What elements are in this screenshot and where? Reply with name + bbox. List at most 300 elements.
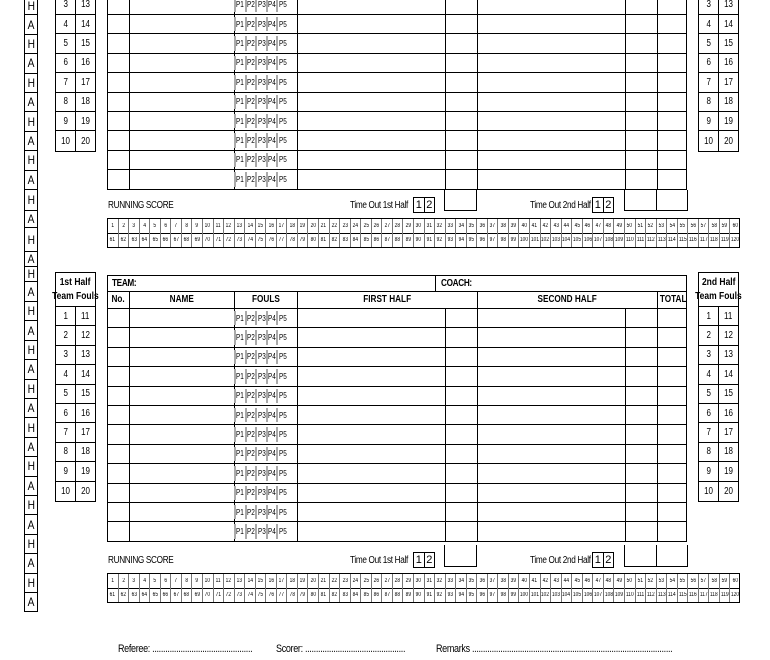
total-points-field[interactable] — [657, 445, 688, 464]
foul-marker-p2[interactable]: P2 — [245, 133, 256, 147]
running-score-cell[interactable]: 97 — [487, 233, 498, 247]
player-name-field[interactable] — [129, 34, 234, 53]
running-score-cell[interactable]: 1 — [110, 578, 114, 584]
running-score-cell[interactable]: 48 — [603, 574, 614, 588]
running-score-cell[interactable]: 79 — [297, 588, 308, 602]
player-name-field[interactable] — [129, 367, 234, 386]
running-score-cell[interactable]: 108 — [603, 588, 614, 602]
player-name-field[interactable] — [129, 151, 234, 170]
player-name-field[interactable] — [129, 54, 234, 73]
running-score-cell[interactable]: 32 — [434, 219, 445, 233]
first-half-points-field[interactable] — [297, 445, 445, 464]
running-score-cell[interactable]: 37 — [487, 219, 498, 233]
total-points-field[interactable] — [657, 112, 688, 131]
home-away-cell[interactable] — [24, 535, 38, 554]
total-points-field[interactable] — [657, 73, 688, 92]
running-score-cell[interactable]: 116 — [687, 233, 698, 247]
team-foul-cell[interactable]: 10 — [699, 131, 719, 150]
running-score-cell[interactable]: 103 — [550, 588, 561, 602]
team-foul-cell[interactable]: 19 — [724, 115, 733, 127]
running-score-cell[interactable]: 86 — [371, 588, 382, 602]
running-score-cell[interactable]: 61 — [109, 237, 115, 243]
running-score-cell[interactable]: 94 — [455, 233, 466, 247]
home-away-cell[interactable] — [24, 554, 38, 573]
foul-marker-p4[interactable]: P4 — [266, 427, 277, 441]
foul-marker-p3[interactable]: P3 — [255, 114, 266, 128]
running-score-cell[interactable]: 23 — [339, 219, 350, 233]
running-score-cell[interactable]: 96 — [476, 588, 487, 602]
player-name-field[interactable] — [129, 387, 234, 406]
running-score-cell[interactable]: 24 — [350, 574, 361, 588]
second-half-points-field[interactable] — [477, 367, 625, 386]
running-score-cell[interactable]: 65 — [149, 588, 160, 602]
team-foul-cell[interactable]: 5 — [699, 385, 719, 403]
second-half-points-field[interactable] — [477, 406, 625, 425]
foul-marker-p1[interactable]: P1 — [234, 114, 245, 128]
foul-marker-p3[interactable]: P3 — [255, 466, 266, 480]
running-score-cell[interactable]: 73 — [234, 588, 245, 602]
player-number-field[interactable] — [108, 387, 129, 406]
first-half-points-field[interactable] — [297, 34, 445, 53]
running-score-cell[interactable]: 110 — [624, 588, 635, 602]
running-score-cell[interactable]: 42 — [540, 219, 551, 233]
running-score-cell[interactable]: 110 — [624, 233, 635, 247]
second-half-team-total[interactable] — [624, 190, 657, 211]
team-foul-cell[interactable]: 8 — [56, 443, 76, 461]
player-name-field[interactable] — [129, 170, 234, 189]
running-score-cell[interactable]: 115 — [677, 588, 688, 602]
foul-marker-p5[interactable]: P5 — [276, 36, 287, 50]
running-score-cell[interactable]: 68 — [181, 588, 192, 602]
team-foul-cell[interactable]: 13 — [81, 0, 90, 11]
total-points-field[interactable] — [657, 93, 688, 112]
foul-marker-p1[interactable]: P1 — [234, 153, 245, 167]
first-half-points-field[interactable] — [297, 170, 445, 189]
running-score-cell[interactable]: 102 — [540, 588, 551, 602]
running-score-cell[interactable]: 116 — [687, 588, 698, 602]
foul-marker-p5[interactable]: P5 — [276, 172, 287, 186]
team-foul-cell[interactable]: 9 — [699, 462, 719, 480]
foul-marker-p1[interactable]: P1 — [234, 17, 245, 31]
running-score-cell[interactable]: 81 — [318, 233, 329, 247]
running-score-cell[interactable]: 22 — [329, 219, 340, 233]
foul-marker-p3[interactable]: P3 — [255, 427, 266, 441]
home-away-cell[interactable] — [24, 151, 38, 170]
total-points-field[interactable] — [657, 406, 688, 425]
running-score-cell[interactable]: 30 — [413, 574, 424, 588]
home-away-cell[interactable] — [24, 74, 38, 93]
total-points-field[interactable] — [657, 425, 688, 444]
running-score-cell[interactable]: 47 — [592, 219, 603, 233]
total-points-field[interactable] — [657, 522, 688, 541]
running-score-cell[interactable]: 72 — [223, 588, 234, 602]
running-score-cell[interactable]: 45 — [571, 219, 582, 233]
team-foul-cell[interactable]: 7 — [56, 423, 76, 441]
running-score-cell[interactable]: 33 — [445, 574, 456, 588]
foul-marker-p4[interactable]: P4 — [266, 389, 277, 403]
running-score-cell[interactable]: 107 — [592, 233, 603, 247]
running-score-cell[interactable]: 120 — [729, 588, 740, 602]
running-score-cell[interactable]: 114 — [666, 233, 677, 247]
running-score-cell[interactable]: 98 — [497, 588, 508, 602]
team-foul-cell[interactable]: 6 — [699, 404, 719, 422]
second-half-points-field[interactable] — [477, 34, 625, 53]
foul-marker-p4[interactable]: P4 — [266, 133, 277, 147]
foul-marker-p1[interactable]: P1 — [234, 389, 245, 403]
running-score-cell[interactable]: 35 — [466, 574, 477, 588]
foul-marker-p2[interactable]: P2 — [245, 427, 256, 441]
running-score-cell[interactable]: 29 — [402, 574, 413, 588]
foul-marker-p2[interactable]: P2 — [245, 524, 256, 538]
running-score-cell[interactable]: 10 — [202, 574, 213, 588]
foul-marker-p2[interactable]: P2 — [245, 153, 256, 167]
running-score-cell[interactable]: 57 — [698, 574, 709, 588]
home-away-cell[interactable] — [24, 477, 38, 496]
timeout-box[interactable]: 2 — [605, 199, 612, 211]
second-half-points-field[interactable] — [477, 464, 625, 483]
running-score-cell[interactable]: 39 — [508, 574, 519, 588]
foul-marker-p3[interactable]: P3 — [255, 505, 266, 519]
foul-marker-p4[interactable]: P4 — [266, 408, 277, 422]
foul-marker-p3[interactable]: P3 — [255, 172, 266, 186]
team-foul-cell[interactable]: 7 — [56, 73, 76, 91]
first-half-points-field[interactable] — [297, 93, 445, 112]
running-score-cell[interactable]: 31 — [424, 574, 435, 588]
home-away-cell[interactable] — [24, 438, 38, 457]
player-number-field[interactable] — [108, 15, 129, 34]
first-half-points-field[interactable] — [297, 151, 445, 170]
running-score-cell[interactable]: 50 — [624, 574, 635, 588]
running-score-cell[interactable]: 12 — [223, 574, 234, 588]
running-score-cell[interactable]: 60 — [729, 574, 740, 588]
running-score-cell[interactable]: 56 — [687, 574, 698, 588]
first-half-team-total[interactable] — [444, 190, 477, 211]
home-away-cell[interactable] — [24, 171, 38, 190]
running-score-cell[interactable]: 48 — [603, 219, 614, 233]
running-score-cell[interactable]: 11 — [213, 574, 224, 588]
running-score-cell[interactable]: 13 — [234, 219, 245, 233]
running-score-cell[interactable]: 60 — [729, 219, 740, 233]
player-number-field[interactable] — [108, 367, 129, 386]
running-score-cell[interactable]: 95 — [466, 233, 477, 247]
running-score-cell[interactable]: 42 — [540, 574, 551, 588]
foul-marker-p1[interactable]: P1 — [234, 408, 245, 422]
total-points-field[interactable] — [657, 387, 688, 406]
player-number-field[interactable] — [108, 484, 129, 503]
foul-marker-p4[interactable]: P4 — [266, 311, 277, 325]
player-name-field[interactable] — [129, 112, 234, 131]
foul-marker-p5[interactable]: P5 — [276, 114, 287, 128]
foul-marker-p2[interactable]: P2 — [245, 75, 256, 89]
team-foul-cell[interactable]: 14 — [724, 18, 733, 30]
running-score-cell[interactable]: 63 — [128, 588, 139, 602]
foul-marker-p3[interactable]: P3 — [255, 486, 266, 500]
timeout-box[interactable]: 2 — [605, 554, 612, 566]
player-number-field[interactable] — [108, 309, 129, 328]
foul-marker-p3[interactable]: P3 — [255, 369, 266, 383]
home-away-cell[interactable] — [24, 112, 38, 131]
running-score-cell[interactable]: 109 — [613, 233, 624, 247]
team-foul-cell[interactable]: 11 — [724, 310, 733, 322]
foul-marker-p5[interactable]: P5 — [276, 0, 287, 12]
total-points-field[interactable] — [657, 34, 688, 53]
team-foul-cell[interactable]: 16 — [724, 57, 733, 69]
running-score-cell[interactable]: 66 — [160, 588, 171, 602]
second-half-points-field[interactable] — [477, 93, 625, 112]
running-score-cell[interactable]: 18 — [286, 574, 297, 588]
running-score-cell[interactable]: 44 — [561, 574, 572, 588]
running-score-cell[interactable]: 59 — [719, 219, 730, 233]
running-score-cell[interactable]: 62 — [118, 233, 129, 247]
first-half-points-field[interactable] — [297, 112, 445, 131]
player-number-field[interactable] — [108, 34, 129, 53]
first-half-points-field[interactable] — [297, 367, 445, 386]
running-score-cell[interactable]: 89 — [402, 233, 413, 247]
running-score-cell[interactable]: 115 — [677, 233, 688, 247]
foul-marker-p5[interactable]: P5 — [276, 505, 287, 519]
running-score-cell[interactable]: 21 — [318, 574, 329, 588]
total-points-field[interactable] — [657, 328, 688, 347]
second-half-points-field[interactable] — [477, 73, 625, 92]
running-score-cell[interactable]: 14 — [244, 574, 255, 588]
running-score-cell[interactable]: 120 — [729, 233, 740, 247]
running-score-cell[interactable]: 53 — [656, 574, 667, 588]
team-foul-cell[interactable]: 5 — [56, 34, 76, 52]
foul-marker-p4[interactable]: P4 — [266, 486, 277, 500]
running-score-cell[interactable]: 117 — [698, 233, 709, 247]
running-score-cell[interactable]: 52 — [645, 219, 656, 233]
team-foul-cell[interactable]: 14 — [81, 368, 90, 380]
running-score-cell[interactable]: 39 — [508, 219, 519, 233]
home-away-cell[interactable] — [24, 321, 38, 340]
total-points-field[interactable] — [657, 503, 688, 522]
running-score-cell[interactable]: 88 — [392, 588, 403, 602]
running-score-cell[interactable]: 86 — [371, 233, 382, 247]
first-half-points-field[interactable] — [297, 464, 445, 483]
first-half-points-field[interactable] — [297, 348, 445, 367]
running-score-cell[interactable]: 40 — [518, 574, 529, 588]
team-foul-cell[interactable]: 13 — [81, 349, 90, 361]
foul-marker-p4[interactable]: P4 — [266, 369, 277, 383]
foul-marker-p2[interactable]: P2 — [245, 114, 256, 128]
foul-marker-p5[interactable]: P5 — [276, 153, 287, 167]
final-total-box[interactable] — [656, 545, 688, 567]
team-foul-cell[interactable]: 18 — [81, 446, 90, 458]
first-half-points-field[interactable] — [297, 522, 445, 541]
foul-marker-p1[interactable]: P1 — [234, 369, 245, 383]
foul-marker-p5[interactable]: P5 — [276, 95, 287, 109]
running-score-cell[interactable]: 56 — [687, 219, 698, 233]
foul-marker-p4[interactable]: P4 — [266, 75, 277, 89]
running-score-cell[interactable]: 8 — [181, 574, 192, 588]
running-score-cell[interactable]: 6 — [160, 574, 171, 588]
team-foul-cell[interactable]: 1 — [699, 307, 719, 325]
running-score-cell[interactable]: 92 — [434, 588, 445, 602]
running-score-cell[interactable]: 66 — [160, 233, 171, 247]
player-name-field[interactable] — [129, 93, 234, 112]
running-score-cell[interactable]: 85 — [360, 588, 371, 602]
home-away-cell[interactable] — [24, 228, 38, 252]
foul-marker-p1[interactable]: P1 — [234, 95, 245, 109]
total-points-field[interactable] — [657, 170, 688, 189]
running-score-cell[interactable]: 57 — [698, 219, 709, 233]
foul-marker-p3[interactable]: P3 — [255, 408, 266, 422]
running-score-cell[interactable]: 93 — [445, 588, 456, 602]
running-score-cell[interactable]: 49 — [613, 574, 624, 588]
running-score-cell[interactable]: 90 — [413, 233, 424, 247]
first-half-team-total[interactable] — [444, 545, 477, 567]
running-score-cell[interactable]: 9 — [191, 219, 202, 233]
home-away-cell[interactable] — [24, 574, 38, 593]
total-points-field[interactable] — [657, 348, 688, 367]
second-half-points-field[interactable] — [477, 151, 625, 170]
player-name-field[interactable] — [129, 464, 234, 483]
running-score-cell[interactable]: 99 — [508, 588, 519, 602]
running-score-cell[interactable]: 15 — [255, 574, 266, 588]
running-score-cell[interactable]: 117 — [698, 588, 709, 602]
foul-marker-p3[interactable]: P3 — [255, 36, 266, 50]
team-foul-cell[interactable]: 8 — [699, 443, 719, 461]
foul-marker-p2[interactable]: P2 — [245, 505, 256, 519]
foul-marker-p2[interactable]: P2 — [245, 311, 256, 325]
player-number-field[interactable] — [108, 425, 129, 444]
foul-marker-p4[interactable]: P4 — [266, 56, 277, 70]
running-score-cell[interactable]: 1 — [110, 223, 114, 229]
running-score-cell[interactable]: 67 — [170, 233, 181, 247]
running-score-cell[interactable]: 12 — [223, 219, 234, 233]
team-foul-cell[interactable]: 20 — [81, 485, 90, 497]
running-score-cell[interactable]: 111 — [635, 588, 646, 602]
running-score-cell[interactable]: 82 — [329, 588, 340, 602]
player-name-field[interactable] — [129, 348, 234, 367]
running-score-cell[interactable]: 69 — [191, 233, 202, 247]
running-score-cell[interactable]: 58 — [708, 574, 719, 588]
second-half-points-field[interactable] — [477, 0, 625, 15]
foul-marker-p1[interactable]: P1 — [234, 0, 245, 12]
running-score-cell[interactable]: 36 — [476, 219, 487, 233]
running-score-cell[interactable]: 70 — [202, 233, 213, 247]
foul-marker-p1[interactable]: P1 — [234, 330, 245, 344]
foul-marker-p3[interactable]: P3 — [255, 17, 266, 31]
player-number-field[interactable] — [108, 170, 129, 189]
running-score-cell[interactable]: 106 — [582, 233, 593, 247]
team-foul-cell[interactable]: 17 — [724, 76, 733, 88]
second-half-points-field[interactable] — [477, 328, 625, 347]
home-away-cell[interactable] — [24, 0, 38, 15]
foul-marker-p5[interactable]: P5 — [276, 427, 287, 441]
final-total-box[interactable] — [656, 190, 688, 211]
running-score-cell[interactable]: 52 — [645, 574, 656, 588]
foul-marker-p2[interactable]: P2 — [245, 36, 256, 50]
player-number-field[interactable] — [108, 93, 129, 112]
second-half-points-field[interactable] — [477, 131, 625, 150]
team-foul-cell[interactable]: 18 — [724, 96, 733, 108]
running-score-cell[interactable]: 76 — [265, 233, 276, 247]
player-number-field[interactable] — [108, 464, 129, 483]
running-score-cell[interactable]: 74 — [244, 588, 255, 602]
second-half-points-field[interactable] — [477, 15, 625, 34]
home-away-cell[interactable] — [24, 211, 38, 228]
foul-marker-p5[interactable]: P5 — [276, 311, 287, 325]
foul-marker-p4[interactable]: P4 — [266, 153, 277, 167]
team-foul-cell[interactable]: 2 — [699, 326, 719, 344]
home-away-cell[interactable] — [24, 132, 38, 151]
running-score-cell[interactable]: 63 — [128, 233, 139, 247]
team-foul-cell[interactable]: 2 — [56, 326, 76, 344]
running-score-cell[interactable]: 53 — [656, 219, 667, 233]
foul-marker-p5[interactable]: P5 — [276, 56, 287, 70]
team-foul-cell[interactable]: 5 — [699, 34, 719, 52]
running-score-cell[interactable]: 83 — [339, 233, 350, 247]
foul-marker-p2[interactable]: P2 — [245, 95, 256, 109]
running-score-cell[interactable]: 84 — [350, 588, 361, 602]
running-score-cell[interactable]: 64 — [139, 588, 150, 602]
foul-marker-p4[interactable]: P4 — [266, 0, 277, 12]
running-score-cell[interactable]: 112 — [645, 588, 656, 602]
team-foul-cell[interactable]: 7 — [699, 423, 719, 441]
running-score-cell[interactable]: 24 — [350, 219, 361, 233]
running-score-cell[interactable]: 100 — [518, 588, 529, 602]
running-score-cell[interactable]: 113 — [656, 588, 667, 602]
foul-marker-p1[interactable]: P1 — [234, 75, 245, 89]
running-score-cell[interactable]: 55 — [677, 219, 688, 233]
player-name-field[interactable] — [129, 15, 234, 34]
running-score-cell[interactable]: 11 — [213, 219, 224, 233]
team-foul-cell[interactable]: 19 — [724, 465, 733, 477]
first-half-points-field[interactable] — [297, 73, 445, 92]
running-score-cell[interactable]: 64 — [139, 233, 150, 247]
running-score-cell[interactable]: 47 — [592, 574, 603, 588]
home-away-cell[interactable] — [24, 341, 38, 360]
running-score-cell[interactable]: 114 — [666, 588, 677, 602]
team-name-field[interactable] — [138, 276, 428, 291]
foul-marker-p1[interactable]: P1 — [234, 350, 245, 364]
first-half-points-field[interactable] — [297, 503, 445, 522]
running-score-cell[interactable]: 87 — [381, 233, 392, 247]
running-score-cell[interactable]: 7 — [170, 219, 181, 233]
team-foul-cell[interactable]: 1 — [56, 307, 76, 325]
running-score-cell[interactable]: 17 — [276, 574, 287, 588]
foul-marker-p4[interactable]: P4 — [266, 172, 277, 186]
total-points-field[interactable] — [657, 464, 688, 483]
running-score-cell[interactable]: 74 — [244, 233, 255, 247]
timeout-box[interactable]: 1 — [593, 553, 604, 567]
foul-marker-p3[interactable]: P3 — [255, 133, 266, 147]
running-score-cell[interactable]: 101 — [529, 233, 540, 247]
foul-marker-p4[interactable]: P4 — [266, 95, 277, 109]
running-score-cell[interactable]: 92 — [434, 233, 445, 247]
team-foul-cell[interactable]: 3 — [56, 346, 76, 364]
foul-marker-p3[interactable]: P3 — [255, 0, 266, 12]
foul-marker-p3[interactable]: P3 — [255, 330, 266, 344]
home-away-cell[interactable] — [24, 15, 38, 34]
home-away-cell[interactable] — [24, 190, 38, 211]
foul-marker-p5[interactable]: P5 — [276, 524, 287, 538]
foul-marker-p2[interactable]: P2 — [245, 486, 256, 500]
running-score-cell[interactable]: 25 — [360, 219, 371, 233]
foul-marker-p4[interactable]: P4 — [266, 466, 277, 480]
running-score-cell[interactable]: 78 — [286, 588, 297, 602]
running-score-cell[interactable]: 68 — [181, 233, 192, 247]
team-foul-cell[interactable]: 15 — [724, 388, 733, 400]
referee-signature-line[interactable]: Referee: .............................................. — [118, 643, 253, 655]
running-score-cell[interactable]: 26 — [371, 574, 382, 588]
running-score-cell[interactable]: 75 — [255, 588, 266, 602]
running-score-cell[interactable]: 19 — [297, 219, 308, 233]
second-half-points-field[interactable] — [477, 54, 625, 73]
running-score-cell[interactable]: 77 — [276, 233, 287, 247]
team-foul-cell[interactable]: 14 — [81, 18, 90, 30]
